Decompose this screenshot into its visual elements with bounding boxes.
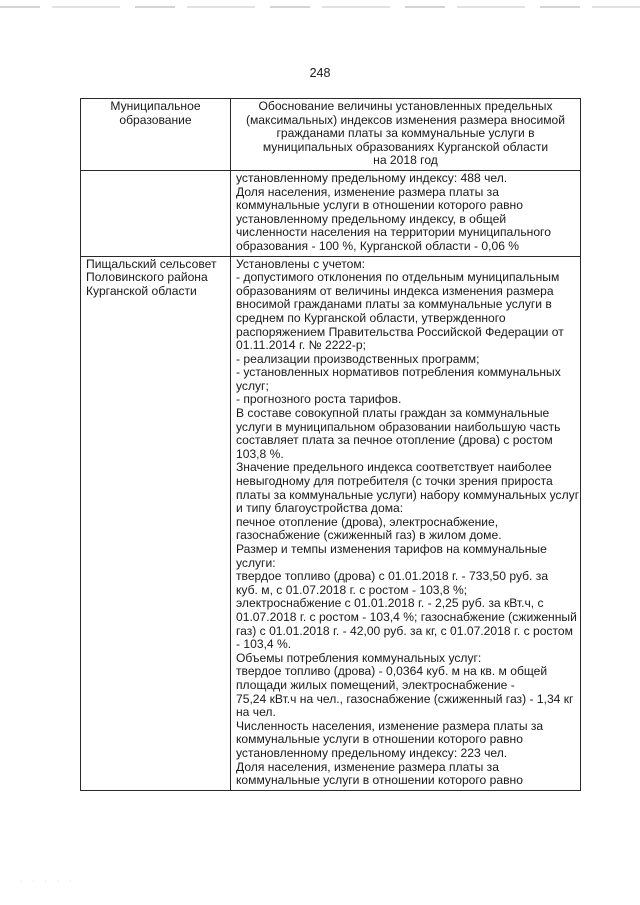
scan-noise-artifact: · · · · · <box>20 878 76 885</box>
justification-line: услуг; <box>236 378 269 393</box>
justification-line: Объемы потребления коммунальных услуг: <box>236 650 482 665</box>
justification-line: невыгодному для потребителя (с точки зрения прироста <box>236 474 553 489</box>
justification-line: распоряжением Правительства Российской Федерации от <box>236 324 564 339</box>
justification-line: - реализации производственных программ; <box>236 351 480 366</box>
justification-line: образованиям от величины индекса изменения размера <box>236 283 554 298</box>
justification-line: 103,8 %. <box>236 446 284 461</box>
justification-line: 75,24 кВт.ч на чел., газоснабжение (сжиженный газ) - 1,34 кг <box>236 691 574 706</box>
header-justification-line: (максимальных) индексов изменения размера вносимой <box>245 112 566 127</box>
table-header-row <box>81 99 581 171</box>
justification-line: Численность населения, изменение размера платы за <box>236 718 544 733</box>
justification-line: - установленных нормативов потребления коммунальных <box>236 365 561 380</box>
justification-line: 01.07.2018 г. с ростом - 103,4 %; газоснабжение (сжиженный <box>236 609 577 624</box>
justification-line: на чел. <box>236 705 276 720</box>
justification-line: - 103,4 %. <box>236 637 292 652</box>
justification-line: установленному предельному индексу, в общей <box>236 211 507 226</box>
justification-line: Установлены с учетом: <box>236 256 365 271</box>
justification-line: и типу благоустройства дома: <box>236 501 404 516</box>
justification-line: 01.11.2014 г. № 2222-р; <box>236 338 366 353</box>
justification-line: газ) с 01.01.2018 г. - 42,00 руб. за кг, с 01.07.2018 г. с ростом <box>236 623 573 638</box>
justification-line: коммунальные услуги в отношении которого равно <box>236 732 523 747</box>
justification-line: электроснабжение с 01.01.2018 г. - 2,25 руб. за кВт.ч, с <box>236 596 544 611</box>
header-justification-line: муниципальных образованиях Курганской области <box>262 139 549 154</box>
justification-line: образования - 100 %, Курганской области - 0,06 % <box>236 238 520 253</box>
justification-line: вносимой гражданами платы за коммунальные услуги в <box>236 297 552 312</box>
justification-line: установленному предельному индексу: 488 чел. <box>236 170 508 185</box>
table-row <box>81 170 581 256</box>
header-municipality-line: Муниципальное <box>110 99 201 113</box>
justification-line: Размер и темпы изменения тарифов на коммунальные <box>236 542 547 556</box>
justification-cell <box>231 170 581 256</box>
justification-line: Доля населения, изменение размера платы за <box>236 184 499 199</box>
justification-line: площади жилых помещений, электроснабжение - <box>236 677 515 692</box>
justification-line: услуги в муниципальном образовании наибольшую часть <box>236 419 561 434</box>
justification-line: составляет плата за печное отопление (дрова) с ростом <box>236 433 553 448</box>
justification-line: твердое топливо (дрова) с 01.01.2018 г. - 733,50 руб. за <box>236 569 549 584</box>
municipality-line: Пищальский сельсовет <box>86 256 217 271</box>
justification-line: платы за коммунальные услуги) набору коммунальных услуг <box>236 487 580 502</box>
municipality-cell <box>81 170 231 256</box>
page-number: 248 <box>309 66 331 80</box>
justification-line: Значение предельного индекса соответствует наиболее <box>236 460 552 475</box>
header-justification-line: Обоснование величины установленных предельных <box>258 99 553 113</box>
justification-line: твердое топливо (дрова) - 0,0364 куб. м на кв. м общей <box>236 664 548 679</box>
header-municipality-line: образование <box>119 112 192 127</box>
justification-line: коммунальные услуги в отношении которого равно <box>236 198 523 213</box>
justification-line: печное отопление (дрова), электроснабжение, <box>236 514 499 529</box>
justification-line: Доля населения, изменение размера платы за <box>236 759 499 774</box>
municipality-line: Курганской области <box>86 283 197 298</box>
justification-line: - допустимого отклонения по отдельным муниципальным <box>236 270 560 285</box>
municipality-cell <box>81 256 231 790</box>
justification-line: численности населения на территории муниципального <box>236 225 551 240</box>
justification-line: среднем по Курганской области, утвержденного <box>236 310 506 325</box>
justification-line: - прогнозного роста тарифов. <box>236 392 402 407</box>
justification-line: В составе совокупной платы граждан за коммунальные <box>236 406 550 421</box>
header-justification-cell <box>231 99 581 171</box>
justification-table <box>80 98 581 791</box>
justification-line: услуги: <box>236 555 276 570</box>
justification-line: куб. м, с 01.07.2018 г. с ростом - 103,8 %; <box>236 582 468 597</box>
table-row <box>81 256 581 790</box>
header-justification-line: гражданами платы за коммунальные услуги в <box>276 126 535 141</box>
header-justification-line: на 2018 год <box>373 153 438 168</box>
justification-line: установленному предельному индексу: 223 чел. <box>236 745 508 760</box>
municipality-line: Половинского района <box>86 270 208 285</box>
scan-edge-artifact <box>0 6 640 8</box>
justification-cell <box>231 256 581 790</box>
justification-line: коммунальные услуги в отношении которого равно <box>236 773 523 788</box>
justification-line: газоснабжение (сжиженный газ) в жилом доме. <box>236 528 502 543</box>
header-municipality-cell <box>81 99 231 171</box>
